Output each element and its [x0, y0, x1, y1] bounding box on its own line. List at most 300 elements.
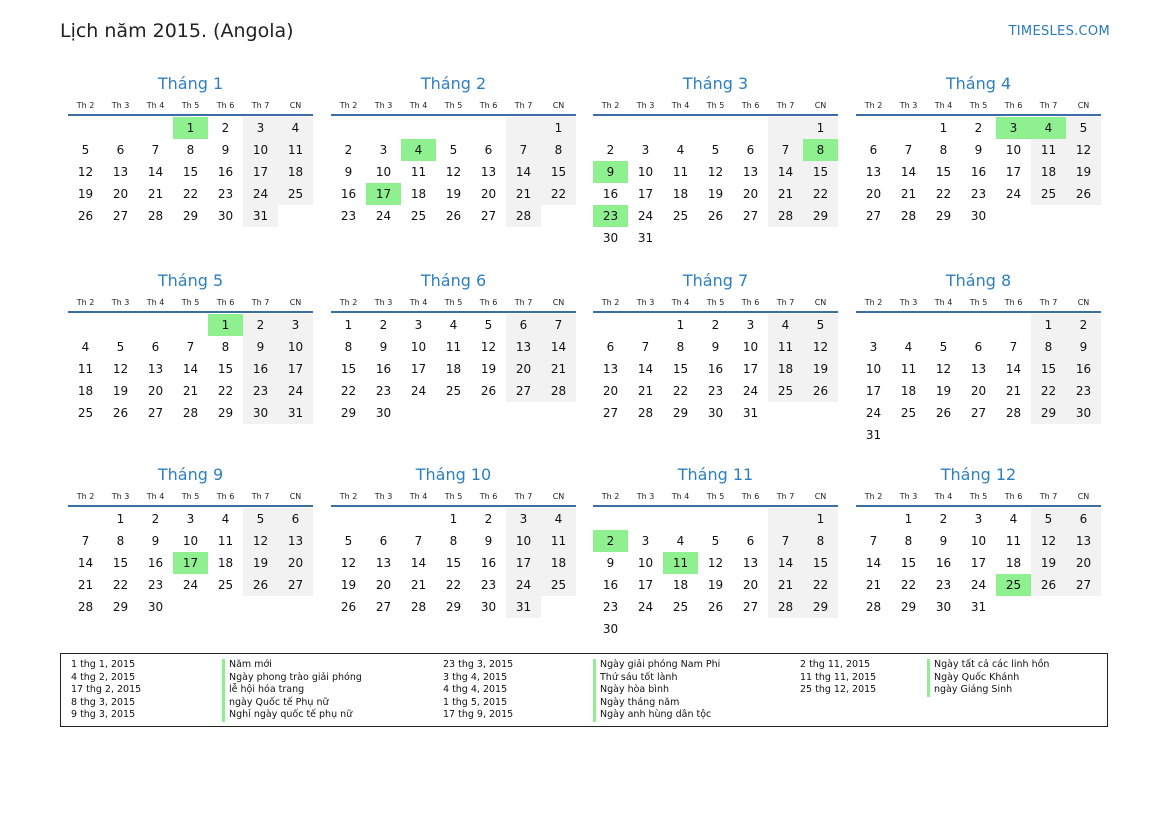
- day-cell[interactable]: 20: [506, 358, 541, 380]
- day-cell[interactable]: 9: [221, 143, 230, 157]
- day-cell[interactable]: 5: [1066, 117, 1101, 139]
- day-cell[interactable]: 25: [1031, 183, 1066, 205]
- day-cell[interactable]: 30: [243, 402, 278, 424]
- day-cell[interactable]: 13: [970, 362, 987, 376]
- day-cell[interactable]: 14: [77, 556, 94, 570]
- day-cell[interactable]: 14: [768, 161, 803, 183]
- day-cell[interactable]: 19: [707, 187, 724, 201]
- day-cell[interactable]: 2: [379, 318, 388, 332]
- day-cell[interactable]: 7: [904, 143, 913, 157]
- day-cell[interactable]: 7: [768, 530, 803, 552]
- day-cell[interactable]: 1: [344, 318, 353, 332]
- day-cell[interactable]: 9: [606, 556, 615, 570]
- day-cell[interactable]: 6: [506, 314, 541, 336]
- day-cell[interactable]: 24: [375, 209, 392, 223]
- day-cell[interactable]: 13: [1066, 530, 1101, 552]
- day-cell[interactable]: 12: [77, 165, 94, 179]
- day-cell[interactable]: 12: [1031, 530, 1066, 552]
- day-cell[interactable]: 28: [541, 380, 576, 402]
- day-cell[interactable]: 3: [243, 117, 278, 139]
- day-cell[interactable]: 6: [484, 143, 493, 157]
- day-cell[interactable]: 8: [1031, 336, 1066, 358]
- day-cell[interactable]: 13: [506, 336, 541, 358]
- day-cell[interactable]: 31: [865, 428, 882, 442]
- day-cell[interactable]: 24: [506, 574, 541, 596]
- day-cell[interactable]: 6: [116, 143, 125, 157]
- day-cell[interactable]: 28: [768, 596, 803, 618]
- day-cell[interactable]: 14: [147, 165, 164, 179]
- day-cell[interactable]: 18: [217, 556, 234, 570]
- day-cell[interactable]: 22: [672, 384, 689, 398]
- day-cell[interactable]: 12: [935, 362, 952, 376]
- day-cell[interactable]: 24: [1005, 187, 1022, 201]
- day-cell[interactable]: 11: [217, 534, 234, 548]
- day-cell[interactable]: 15: [217, 362, 234, 376]
- day-cell[interactable]: 20: [742, 187, 759, 201]
- day-cell[interactable]: 3: [278, 314, 313, 336]
- holiday-day-cell[interactable]: 25: [996, 574, 1031, 596]
- day-cell[interactable]: 21: [182, 384, 199, 398]
- day-cell[interactable]: 26: [707, 600, 724, 614]
- day-cell[interactable]: 14: [865, 556, 882, 570]
- day-cell[interactable]: 23: [1066, 380, 1101, 402]
- day-cell[interactable]: 14: [637, 362, 654, 376]
- day-cell[interactable]: 10: [1005, 143, 1022, 157]
- day-cell[interactable]: 17: [243, 161, 278, 183]
- day-cell[interactable]: 9: [1066, 336, 1101, 358]
- day-cell[interactable]: 29: [112, 600, 129, 614]
- day-cell[interactable]: 17: [742, 362, 759, 376]
- day-cell[interactable]: 19: [77, 187, 94, 201]
- holiday-day-cell[interactable]: 1: [173, 117, 208, 139]
- day-cell[interactable]: 8: [186, 143, 195, 157]
- day-cell[interactable]: 8: [904, 534, 913, 548]
- day-cell[interactable]: 15: [445, 556, 462, 570]
- day-cell[interactable]: 2: [344, 143, 353, 157]
- day-cell[interactable]: 3: [379, 143, 388, 157]
- day-cell[interactable]: 11: [541, 530, 576, 552]
- day-cell[interactable]: 30: [480, 600, 497, 614]
- day-cell[interactable]: 6: [746, 143, 755, 157]
- day-cell[interactable]: 20: [865, 187, 882, 201]
- day-cell[interactable]: 11: [1005, 534, 1022, 548]
- day-cell[interactable]: 3: [746, 318, 755, 332]
- day-cell[interactable]: 16: [217, 165, 234, 179]
- day-cell[interactable]: 4: [541, 508, 576, 530]
- day-cell[interactable]: 18: [672, 187, 689, 201]
- day-cell[interactable]: 10: [865, 362, 882, 376]
- day-cell[interactable]: 6: [869, 143, 878, 157]
- day-cell[interactable]: 11: [672, 165, 689, 179]
- day-cell[interactable]: 24: [742, 384, 759, 398]
- holiday-day-cell[interactable]: 8: [803, 139, 838, 161]
- day-cell[interactable]: 27: [742, 209, 759, 223]
- day-cell[interactable]: 29: [1031, 402, 1066, 424]
- day-cell[interactable]: 25: [278, 183, 313, 205]
- day-cell[interactable]: 21: [768, 574, 803, 596]
- day-cell[interactable]: 30: [707, 406, 724, 420]
- day-cell[interactable]: 19: [340, 578, 357, 592]
- day-cell[interactable]: 31: [742, 406, 759, 420]
- day-cell[interactable]: 4: [278, 117, 313, 139]
- day-cell[interactable]: 10: [278, 336, 313, 358]
- day-cell[interactable]: 4: [1009, 512, 1018, 526]
- day-cell[interactable]: 11: [445, 340, 462, 354]
- day-cell[interactable]: 28: [77, 600, 94, 614]
- day-cell[interactable]: 24: [637, 600, 654, 614]
- day-cell[interactable]: 7: [869, 534, 878, 548]
- day-cell[interactable]: 13: [480, 165, 497, 179]
- day-cell[interactable]: 23: [243, 380, 278, 402]
- holiday-day-cell[interactable]: 2: [593, 530, 628, 552]
- day-cell[interactable]: 7: [541, 314, 576, 336]
- day-cell[interactable]: 26: [480, 384, 497, 398]
- day-cell[interactable]: 7: [506, 139, 541, 161]
- day-cell[interactable]: 9: [379, 340, 388, 354]
- holiday-day-cell[interactable]: 3: [996, 117, 1031, 139]
- day-cell[interactable]: 27: [375, 600, 392, 614]
- day-cell[interactable]: 20: [1066, 552, 1101, 574]
- day-cell[interactable]: 14: [900, 165, 917, 179]
- day-cell[interactable]: 31: [506, 596, 541, 618]
- day-cell[interactable]: 16: [602, 187, 619, 201]
- day-cell[interactable]: 19: [445, 187, 462, 201]
- day-cell[interactable]: 25: [900, 406, 917, 420]
- day-cell[interactable]: 15: [803, 161, 838, 183]
- day-cell[interactable]: 9: [344, 165, 353, 179]
- day-cell[interactable]: 6: [379, 534, 388, 548]
- day-cell[interactable]: 3: [641, 534, 650, 548]
- day-cell[interactable]: 9: [974, 143, 983, 157]
- day-cell[interactable]: 7: [1009, 340, 1018, 354]
- day-cell[interactable]: 2: [974, 121, 983, 135]
- day-cell[interactable]: 11: [410, 165, 427, 179]
- day-cell[interactable]: 20: [480, 187, 497, 201]
- day-cell[interactable]: 5: [484, 318, 493, 332]
- day-cell[interactable]: 22: [1031, 380, 1066, 402]
- day-cell[interactable]: 27: [506, 380, 541, 402]
- day-cell[interactable]: 8: [221, 340, 230, 354]
- day-cell[interactable]: 22: [935, 187, 952, 201]
- day-cell[interactable]: 10: [243, 139, 278, 161]
- day-cell[interactable]: 18: [278, 161, 313, 183]
- day-cell[interactable]: 10: [506, 530, 541, 552]
- day-cell[interactable]: 18: [541, 552, 576, 574]
- day-cell[interactable]: 4: [221, 512, 230, 526]
- day-cell[interactable]: 18: [1005, 556, 1022, 570]
- day-cell[interactable]: 30: [147, 600, 164, 614]
- day-cell[interactable]: 5: [449, 143, 458, 157]
- day-cell[interactable]: 23: [217, 187, 234, 201]
- day-cell[interactable]: 13: [278, 530, 313, 552]
- day-cell[interactable]: 1: [449, 512, 458, 526]
- day-cell[interactable]: 11: [77, 362, 94, 376]
- day-cell[interactable]: 16: [602, 578, 619, 592]
- day-cell[interactable]: 1: [803, 117, 838, 139]
- day-cell[interactable]: 24: [637, 209, 654, 223]
- day-cell[interactable]: 16: [970, 165, 987, 179]
- day-cell[interactable]: 5: [939, 340, 948, 354]
- day-cell[interactable]: 24: [865, 406, 882, 420]
- day-cell[interactable]: 3: [869, 340, 878, 354]
- day-cell[interactable]: 24: [278, 380, 313, 402]
- day-cell[interactable]: 26: [77, 209, 94, 223]
- day-cell[interactable]: 26: [1066, 183, 1101, 205]
- day-cell[interactable]: 17: [1005, 165, 1022, 179]
- day-cell[interactable]: 24: [410, 384, 427, 398]
- holiday-day-cell[interactable]: 1: [208, 314, 243, 336]
- day-cell[interactable]: 26: [935, 406, 952, 420]
- day-cell[interactable]: 8: [939, 143, 948, 157]
- day-cell[interactable]: 6: [278, 508, 313, 530]
- day-cell[interactable]: 23: [707, 384, 724, 398]
- day-cell[interactable]: 1: [1031, 314, 1066, 336]
- day-cell[interactable]: 6: [746, 534, 755, 548]
- day-cell[interactable]: 3: [506, 508, 541, 530]
- day-cell[interactable]: 26: [445, 209, 462, 223]
- day-cell[interactable]: 5: [1031, 508, 1066, 530]
- day-cell[interactable]: 9: [484, 534, 493, 548]
- day-cell[interactable]: 19: [803, 358, 838, 380]
- day-cell[interactable]: 30: [602, 622, 619, 636]
- day-cell[interactable]: 30: [217, 209, 234, 223]
- day-cell[interactable]: 14: [506, 161, 541, 183]
- holiday-day-cell[interactable]: 4: [401, 139, 436, 161]
- day-cell[interactable]: 18: [77, 384, 94, 398]
- holiday-day-cell[interactable]: 17: [366, 183, 401, 205]
- day-cell[interactable]: 29: [803, 596, 838, 618]
- day-cell[interactable]: 19: [480, 362, 497, 376]
- day-cell[interactable]: 16: [707, 362, 724, 376]
- day-cell[interactable]: 28: [147, 209, 164, 223]
- day-cell[interactable]: 12: [340, 556, 357, 570]
- day-cell[interactable]: 10: [970, 534, 987, 548]
- day-cell[interactable]: 27: [112, 209, 129, 223]
- day-cell[interactable]: 23: [375, 384, 392, 398]
- day-cell[interactable]: 10: [182, 534, 199, 548]
- day-cell[interactable]: 29: [935, 209, 952, 223]
- day-cell[interactable]: 17: [865, 384, 882, 398]
- day-cell[interactable]: 10: [375, 165, 392, 179]
- day-cell[interactable]: 2: [484, 512, 493, 526]
- day-cell[interactable]: 23: [480, 578, 497, 592]
- day-cell[interactable]: 25: [672, 209, 689, 223]
- day-cell[interactable]: 30: [1066, 402, 1101, 424]
- day-cell[interactable]: 28: [637, 406, 654, 420]
- day-cell[interactable]: 25: [768, 380, 803, 402]
- day-cell[interactable]: 1: [803, 508, 838, 530]
- day-cell[interactable]: 13: [112, 165, 129, 179]
- day-cell[interactable]: 24: [970, 578, 987, 592]
- day-cell[interactable]: 14: [1005, 362, 1022, 376]
- day-cell[interactable]: 25: [541, 574, 576, 596]
- day-cell[interactable]: 1: [904, 512, 913, 526]
- day-cell[interactable]: 8: [676, 340, 685, 354]
- day-cell[interactable]: 6: [151, 340, 160, 354]
- day-cell[interactable]: 11: [1031, 139, 1066, 161]
- day-cell[interactable]: 13: [602, 362, 619, 376]
- day-cell[interactable]: 17: [506, 552, 541, 574]
- day-cell[interactable]: 29: [672, 406, 689, 420]
- day-cell[interactable]: 6: [974, 340, 983, 354]
- day-cell[interactable]: 19: [707, 578, 724, 592]
- day-cell[interactable]: 12: [707, 165, 724, 179]
- day-cell[interactable]: 7: [186, 340, 195, 354]
- day-cell[interactable]: 21: [77, 578, 94, 592]
- day-cell[interactable]: 7: [768, 139, 803, 161]
- day-cell[interactable]: 26: [707, 209, 724, 223]
- day-cell[interactable]: 4: [676, 143, 685, 157]
- day-cell[interactable]: 17: [970, 556, 987, 570]
- day-cell[interactable]: 30: [935, 600, 952, 614]
- day-cell[interactable]: 11: [278, 139, 313, 161]
- day-cell[interactable]: 19: [935, 384, 952, 398]
- day-cell[interactable]: 9: [243, 336, 278, 358]
- day-cell[interactable]: 14: [410, 556, 427, 570]
- day-cell[interactable]: 21: [410, 578, 427, 592]
- day-cell[interactable]: 5: [81, 143, 90, 157]
- day-cell[interactable]: 22: [217, 384, 234, 398]
- day-cell[interactable]: 19: [1031, 552, 1066, 574]
- day-cell[interactable]: 19: [1066, 161, 1101, 183]
- holiday-day-cell[interactable]: 17: [173, 552, 208, 574]
- day-cell[interactable]: 27: [1066, 574, 1101, 596]
- day-cell[interactable]: 15: [182, 165, 199, 179]
- day-cell[interactable]: 5: [116, 340, 125, 354]
- day-cell[interactable]: 26: [803, 380, 838, 402]
- day-cell[interactable]: 13: [865, 165, 882, 179]
- day-cell[interactable]: 29: [803, 205, 838, 227]
- day-cell[interactable]: 12: [112, 362, 129, 376]
- day-cell[interactable]: 15: [112, 556, 129, 570]
- day-cell[interactable]: 28: [1005, 406, 1022, 420]
- holiday-day-cell[interactable]: 9: [593, 161, 628, 183]
- day-cell[interactable]: 4: [904, 340, 913, 354]
- day-cell[interactable]: 27: [970, 406, 987, 420]
- day-cell[interactable]: 19: [243, 552, 278, 574]
- day-cell[interactable]: 23: [147, 578, 164, 592]
- day-cell[interactable]: 28: [865, 600, 882, 614]
- day-cell[interactable]: 24: [243, 183, 278, 205]
- day-cell[interactable]: 12: [803, 336, 838, 358]
- day-cell[interactable]: 15: [900, 556, 917, 570]
- day-cell[interactable]: 10: [637, 556, 654, 570]
- day-cell[interactable]: 28: [768, 205, 803, 227]
- day-cell[interactable]: 9: [151, 534, 160, 548]
- day-cell[interactable]: 15: [340, 362, 357, 376]
- day-cell[interactable]: 20: [112, 187, 129, 201]
- day-cell[interactable]: 15: [1031, 358, 1066, 380]
- day-cell[interactable]: 28: [410, 600, 427, 614]
- day-cell[interactable]: 16: [243, 358, 278, 380]
- day-cell[interactable]: 22: [340, 384, 357, 398]
- day-cell[interactable]: 20: [375, 578, 392, 592]
- day-cell[interactable]: 31: [278, 402, 313, 424]
- day-cell[interactable]: 21: [637, 384, 654, 398]
- day-cell[interactable]: 8: [449, 534, 458, 548]
- day-cell[interactable]: 7: [81, 534, 90, 548]
- day-cell[interactable]: 22: [803, 183, 838, 205]
- day-cell[interactable]: 5: [803, 314, 838, 336]
- day-cell[interactable]: 12: [243, 530, 278, 552]
- day-cell[interactable]: 21: [1005, 384, 1022, 398]
- day-cell[interactable]: 12: [1066, 139, 1101, 161]
- day-cell[interactable]: 15: [541, 161, 576, 183]
- day-cell[interactable]: 1: [116, 512, 125, 526]
- day-cell[interactable]: 25: [410, 209, 427, 223]
- day-cell[interactable]: 29: [445, 600, 462, 614]
- day-cell[interactable]: 16: [147, 556, 164, 570]
- day-cell[interactable]: 23: [340, 209, 357, 223]
- day-cell[interactable]: 3: [641, 143, 650, 157]
- day-cell[interactable]: 23: [602, 600, 619, 614]
- day-cell[interactable]: 21: [768, 183, 803, 205]
- day-cell[interactable]: 21: [506, 183, 541, 205]
- day-cell[interactable]: 1: [676, 318, 685, 332]
- day-cell[interactable]: 7: [414, 534, 423, 548]
- day-cell[interactable]: 10: [410, 340, 427, 354]
- day-cell[interactable]: 4: [768, 314, 803, 336]
- day-cell[interactable]: 29: [217, 406, 234, 420]
- day-cell[interactable]: 5: [711, 534, 720, 548]
- day-cell[interactable]: 5: [243, 508, 278, 530]
- day-cell[interactable]: 2: [151, 512, 160, 526]
- day-cell[interactable]: 8: [116, 534, 125, 548]
- day-cell[interactable]: 4: [81, 340, 90, 354]
- day-cell[interactable]: 7: [151, 143, 160, 157]
- day-cell[interactable]: 25: [672, 600, 689, 614]
- day-cell[interactable]: 25: [77, 406, 94, 420]
- day-cell[interactable]: 12: [480, 340, 497, 354]
- day-cell[interactable]: 12: [445, 165, 462, 179]
- day-cell[interactable]: 28: [900, 209, 917, 223]
- day-cell[interactable]: 22: [112, 578, 129, 592]
- day-cell[interactable]: 21: [541, 358, 576, 380]
- day-cell[interactable]: 2: [711, 318, 720, 332]
- day-cell[interactable]: 14: [182, 362, 199, 376]
- day-cell[interactable]: 15: [803, 552, 838, 574]
- day-cell[interactable]: 10: [637, 165, 654, 179]
- day-cell[interactable]: 24: [182, 578, 199, 592]
- day-cell[interactable]: 31: [970, 600, 987, 614]
- day-cell[interactable]: 13: [375, 556, 392, 570]
- day-cell[interactable]: 11: [768, 336, 803, 358]
- day-cell[interactable]: 29: [182, 209, 199, 223]
- day-cell[interactable]: 9: [711, 340, 720, 354]
- day-cell[interactable]: 1: [939, 121, 948, 135]
- day-cell[interactable]: 28: [182, 406, 199, 420]
- day-cell[interactable]: 16: [1066, 358, 1101, 380]
- day-cell[interactable]: 27: [602, 406, 619, 420]
- day-cell[interactable]: 20: [742, 578, 759, 592]
- day-cell[interactable]: 8: [344, 340, 353, 354]
- day-cell[interactable]: 7: [641, 340, 650, 354]
- day-cell[interactable]: 2: [939, 512, 948, 526]
- day-cell[interactable]: 3: [414, 318, 423, 332]
- day-cell[interactable]: 28: [506, 205, 541, 227]
- day-cell[interactable]: 13: [742, 556, 759, 570]
- day-cell[interactable]: 17: [637, 578, 654, 592]
- day-cell[interactable]: 30: [375, 406, 392, 420]
- day-cell[interactable]: 8: [541, 139, 576, 161]
- day-cell[interactable]: 29: [340, 406, 357, 420]
- day-cell[interactable]: 5: [711, 143, 720, 157]
- day-cell[interactable]: 20: [970, 384, 987, 398]
- day-cell[interactable]: 14: [541, 336, 576, 358]
- brand-link[interactable]: TIMESLES.COM: [1008, 24, 1110, 39]
- day-cell[interactable]: 3: [186, 512, 195, 526]
- day-cell[interactable]: 4: [449, 318, 458, 332]
